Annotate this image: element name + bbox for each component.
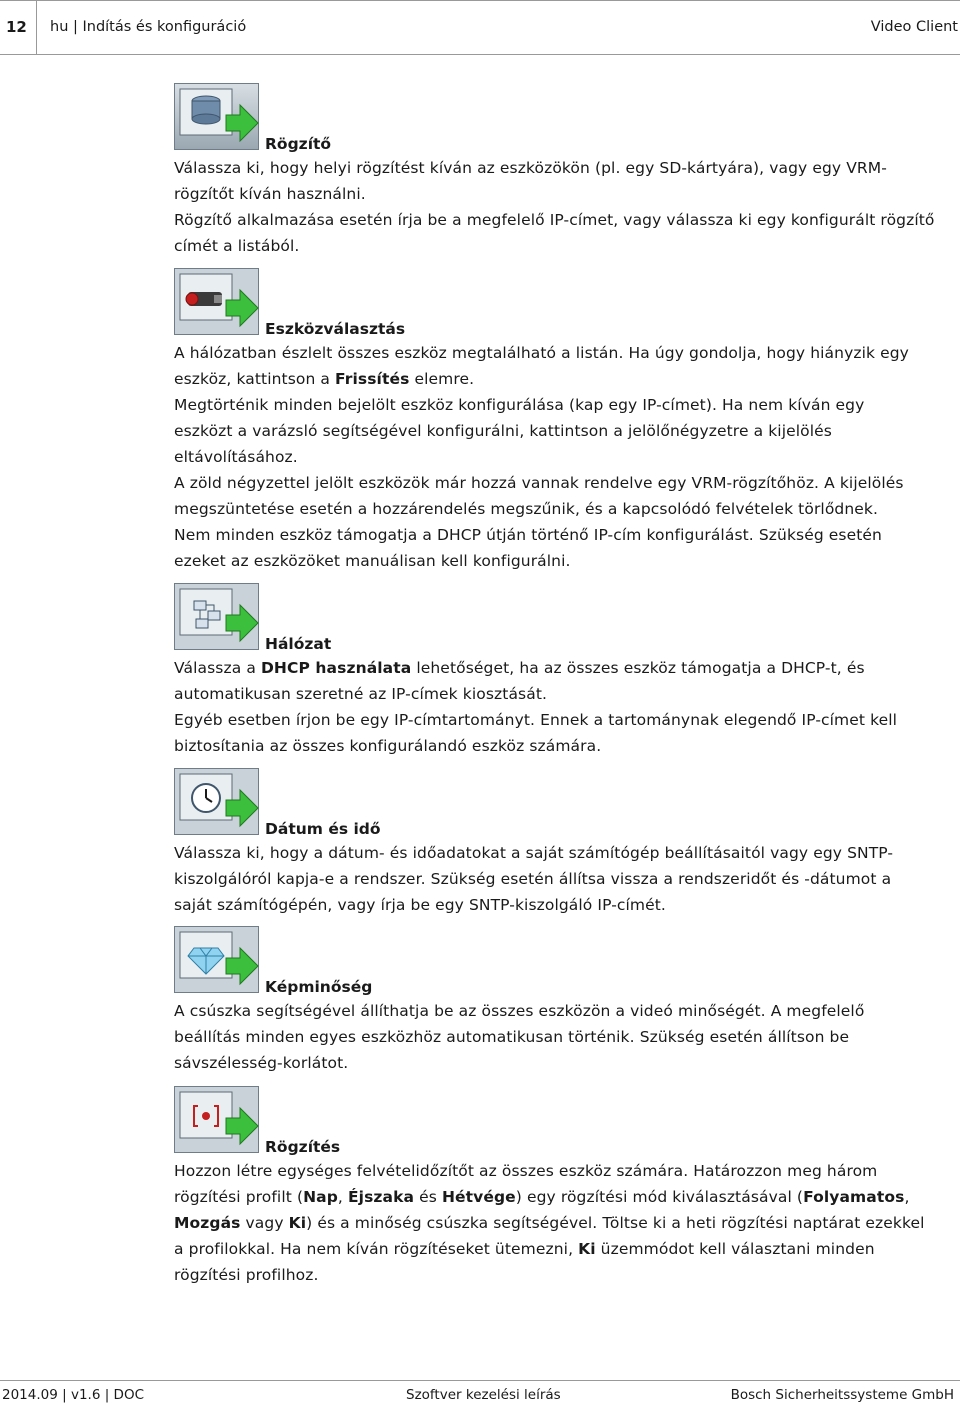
diamond-arrow-icon bbox=[174, 926, 258, 992]
section-body bbox=[174, 655, 958, 759]
ui-term: Éjszaka bbox=[347, 1188, 415, 1206]
footer-doc-title: Szoftver kezelési leírás bbox=[406, 1387, 561, 1403]
body-line: Válassza ki, hogy helyi rögzítést kíván az eszközökön (pl. egy SD-kártyára), vagy egy VRM- bbox=[174, 159, 887, 177]
body-line: automatikusan szeretné az IP-címek kiosztását. bbox=[174, 685, 548, 703]
body-line: saját számítógépén, vagy írja be egy SNTP-kiszolgáló IP-címét. bbox=[174, 896, 666, 914]
section-body bbox=[174, 155, 958, 259]
section-recording bbox=[174, 1086, 958, 1288]
section-heading: Képminőség bbox=[265, 978, 373, 996]
section-device-selection bbox=[174, 268, 958, 574]
ui-term: Frissítés bbox=[335, 370, 410, 388]
footer-version: 2014.09 | v1.6 | DOC bbox=[2, 1387, 144, 1403]
section-heading: Eszközválasztás bbox=[265, 320, 406, 338]
body-line: A csúszka segítségével állíthatja be az összes eszközön a videó minőségét. A megfelelő bbox=[174, 1002, 865, 1020]
record-arrow-icon bbox=[174, 1086, 258, 1152]
body-line: ezeket az eszközöket manuálisan kell konfigurálni. bbox=[174, 552, 571, 570]
product-name: Video Client bbox=[870, 19, 958, 35]
ui-term: Folyamatos bbox=[803, 1188, 905, 1206]
body-line: A hálózatban észlelt összes eszköz megtalálható a listán. Ha úgy gondolja, hogy hiányzik egy bbox=[174, 344, 909, 362]
footer-rule bbox=[0, 1380, 960, 1381]
section-recorder bbox=[174, 83, 958, 259]
body-line: Mozgás vagy Ki) és a minőség csúszka segítségével. Töltse ki a heti rögzítési naptárat ezekkel bbox=[174, 1214, 925, 1232]
section-heading: Hálózat bbox=[265, 635, 332, 653]
header-separator bbox=[36, 1, 37, 54]
header-bottom-rule bbox=[0, 54, 960, 55]
camera-arrow-icon bbox=[174, 268, 258, 334]
page-footer bbox=[0, 1380, 960, 1405]
section-title: hu | Indítás és konfiguráció bbox=[50, 19, 247, 35]
body-line: Válassza ki, hogy a dátum- és időadatokat a saját számítógép beállításaitól vagy egy SNTP- bbox=[174, 844, 894, 862]
body-line: Nem minden eszköz támogatja a DHCP útján történő IP-cím konfigurálást. Szükség esetén bbox=[174, 526, 882, 544]
section-image-quality bbox=[174, 926, 958, 1076]
body-line: beállítás minden egyes eszközhöz automatikusan történik. Szükség esetén állítson be bbox=[174, 1028, 850, 1046]
body-line: Válassza a DHCP használata lehetőséget, ha az összes eszköz támogatja a DHCP-t, és bbox=[174, 659, 865, 677]
header-top-rule bbox=[0, 0, 960, 1]
body-line: A zöld négyzettel jelölt eszközök már hozzá vannak rendelve egy VRM-rögzítőhöz. A kijelölés bbox=[174, 474, 904, 492]
section-heading: Rögzítés bbox=[265, 1138, 341, 1156]
database-arrow-icon bbox=[174, 83, 258, 149]
body-line: Egyéb esetben írjon be egy IP-címtartományt. Ennek a tartománynak elegendő IP-címet kell bbox=[174, 711, 898, 729]
network-arrow-icon bbox=[174, 583, 258, 649]
body-line: megszüntetése esetén a hozzárendelés megszűnik, és a kapcsolódó felvételek törlődnek. bbox=[174, 500, 879, 518]
body-line: rögzítési profilhoz. bbox=[174, 1266, 319, 1284]
clock-arrow-icon bbox=[174, 768, 258, 834]
section-heading: Rögzítő bbox=[265, 135, 332, 153]
body-line: a profilokkal. Ha nem kíván rögzítéseket ütemezni, Ki üzemmódot kell választani minden bbox=[174, 1240, 875, 1258]
body-line: eszközt a varázsló segítségével konfigurálni, kattintson a jelölőnégyzetre a kijelölés bbox=[174, 422, 832, 440]
ui-term: Hétvége bbox=[441, 1188, 516, 1206]
section-body bbox=[174, 840, 958, 918]
ui-term: Nap bbox=[303, 1188, 338, 1206]
body-line: Megtörténik minden bejelölt eszköz konfigurálása (kap egy IP-címet). Ha nem kíván egy bbox=[174, 396, 865, 414]
body-line: rögzítőt kíván használni. bbox=[174, 185, 366, 203]
section-body bbox=[174, 1158, 958, 1288]
body-line: Hozzon létre egységes felvételidőzítőt az összes eszköz számára. Határozzon meg három bbox=[174, 1162, 878, 1180]
ui-term: Ki bbox=[288, 1214, 307, 1232]
ui-term: DHCP használata bbox=[260, 659, 412, 677]
ui-term: Ki bbox=[578, 1240, 596, 1258]
section-heading: Dátum és idő bbox=[265, 820, 381, 838]
section-date-time bbox=[174, 768, 958, 918]
body-line: kiszolgálóról kapja-e a rendszer. Szükség esetén állítsa vissza a rendszeridőt és -dátumot a bbox=[174, 870, 892, 888]
body-line: rögzítési profilt (Nap, Éjszaka és Hétvége) egy rögzítési mód kiválasztásával (Folyamatos, bbox=[174, 1188, 910, 1206]
footer-company: Bosch Sicherheitssysteme GmbH bbox=[730, 1387, 954, 1403]
section-network bbox=[174, 583, 958, 759]
section-body bbox=[174, 340, 958, 574]
body-line: eltávolításához. bbox=[174, 448, 298, 466]
body-line: Rögzítő alkalmazása esetén írja be a megfelelő IP-címet, vagy válassza ki egy konfigurált rögzítő bbox=[174, 211, 935, 229]
body-line: eszköz, kattintson a Frissítés elemre. bbox=[174, 370, 475, 388]
page-number: 12 bbox=[6, 18, 27, 36]
body-line: sávszélesség-korlátot. bbox=[174, 1054, 349, 1072]
ui-term: Mozgás bbox=[174, 1214, 241, 1232]
page-header bbox=[0, 0, 960, 56]
body-line: címét a listából. bbox=[174, 237, 300, 255]
section-body bbox=[174, 998, 958, 1076]
body-line: biztosítania az összes konfigurálandó eszköz számára. bbox=[174, 737, 602, 755]
